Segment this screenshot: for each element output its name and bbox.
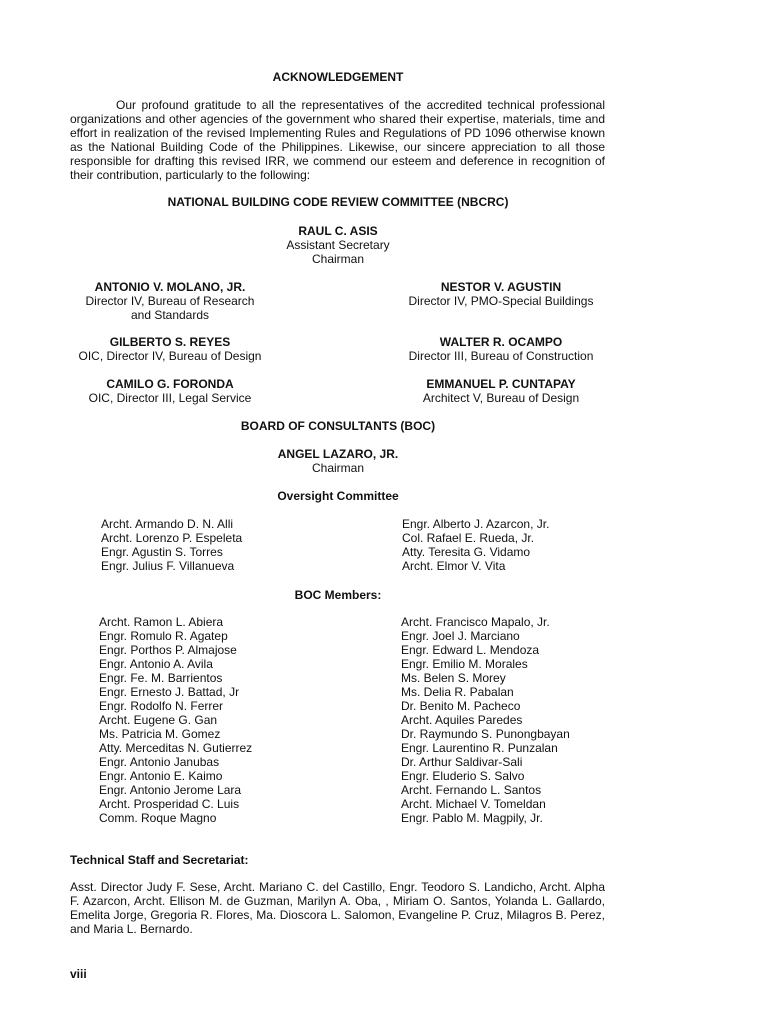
list-item: Archt. Fernando L. Santos [401, 783, 542, 797]
list-item: Engr. Agustin S. Torres [101, 545, 223, 559]
list-item: Atty. Teresita G. Vidamo [402, 545, 531, 559]
page-number: viii [70, 967, 87, 981]
member-role-cont: and Standards [130, 308, 210, 322]
list-item: Engr. Alberto J. Azarcon, Jr. [402, 517, 550, 531]
list-item: Archt. Ramon L. Abiera [99, 615, 224, 629]
list-item: Engr. Laurentino R. Punzalan [401, 741, 558, 755]
nbcrc-chair [238, 224, 438, 266]
list-item: Dr. Benito M. Pacheco [401, 699, 521, 713]
staff-heading: Technical Staff and Secretariat: [70, 853, 249, 867]
list-item: Archt. Armando D. N. Alli [101, 517, 234, 531]
list-item: Engr. Ernesto J. Battad, Jr [99, 685, 240, 699]
list-item: Archt. Prosperidad C. Luis [99, 797, 240, 811]
member-role: OIC, Director III, Legal Service [88, 391, 252, 405]
member-role: Architect V, Bureau of Design [422, 391, 580, 405]
member-name: WALTER R. OCAMPO [439, 335, 563, 349]
member-role: Director IV, PMO-Special Buildings [408, 294, 594, 308]
member-name: ANTONIO V. MOLANO, JR. [94, 280, 246, 294]
chair-name: RAUL C. ASIS [298, 224, 378, 238]
list-item: Engr. Julius F. Villanueva [101, 559, 235, 573]
boc-members-left [99, 615, 252, 825]
nbcrc-heading: NATIONAL BUILDING CODE REVIEW COMMITTEE (NBCRC) [167, 195, 509, 209]
member-card [390, 280, 612, 308]
boc-members-right [401, 615, 570, 825]
list-item: Archt. Elmor V. Vita [402, 559, 506, 573]
list-item: Engr. Antonio E. Kaimo [99, 769, 223, 783]
list-item: Engr. Fe. M. Barrientos [99, 671, 223, 685]
list-item: Dr. Arthur Saldivar-Sali [401, 755, 523, 769]
member-name: NESTOR V. AGUSTIN [440, 280, 562, 294]
list-item: Engr. Rodolfo N. Ferrer [99, 699, 224, 713]
member-role: OIC, Director IV, Bureau of Design [78, 349, 262, 363]
list-item: Engr. Joel J. Marciano [401, 629, 520, 643]
list-item: Archt. Lorenzo P. Espeleta [101, 531, 243, 545]
list-item: Archt. Eugene G. Gan [99, 713, 218, 727]
list-item: Engr. Antonio Janubas [99, 755, 220, 769]
list-item: Dr. Raymundo S. Punongbayan [401, 727, 570, 741]
intro-text: Our profound gratitude to all the representatives of the accredited technical professional organizations and other agencies of the government who shared their expertise, materials, time and effort in realization of the revised Implementing Rules and Regulations of PD 1096 otherwise known as the National Building Code of the Philippines. Likewise, our sincere appreciation to all those responsible for drafting this revised IRR, we commend our esteem and deference in recognition of their contribution, particularly to the following: [70, 98, 605, 182]
list-item: Engr. Romulo R. Agatep [99, 629, 228, 643]
member-card [60, 280, 280, 322]
list-item: Engr. Antonio A. Avila [99, 657, 213, 671]
list-item: Engr. Edward L. Mendoza [401, 643, 540, 657]
list-item: Ms. Delia R. Pabalan [401, 685, 514, 699]
list-item: Atty. Merceditas N. Gutierrez [99, 741, 253, 755]
list-item: Engr. Porthos P. Almajose [99, 643, 237, 657]
boc-chair-role: Chairman [311, 461, 365, 475]
member-name: GILBERTO S. REYES [109, 335, 231, 349]
chair-role: Assistant Secretary [286, 238, 390, 252]
list-item: Archt. Michael V. Tomeldan [401, 797, 546, 811]
list-item: Archt. Francisco Mapalo, Jr. [401, 615, 550, 629]
oversight-list-left [101, 517, 242, 573]
list-item: Engr. Antonio Jerome Lara [99, 783, 242, 797]
member-card [60, 335, 280, 363]
list-item: Comm. Roque Magno [99, 811, 217, 825]
list-item: Archt. Aquiles Paredes [401, 713, 523, 727]
boc-members-heading: BOC Members: [294, 588, 382, 602]
member-name: CAMILO G. FORONDA [106, 377, 234, 391]
member-card [390, 377, 612, 405]
intro-paragraph [70, 98, 605, 182]
member-role: Director III, Bureau of Construction [408, 349, 594, 363]
list-item: Ms. Belen S. Morey [401, 671, 506, 685]
member-role: Director IV, Bureau of Research [85, 294, 255, 308]
boc-chair-name: ANGEL LAZARO, JR. [277, 447, 399, 461]
list-item: Engr. Pablo M. Magpily, Jr. [401, 811, 543, 825]
chair-title: Chairman [311, 252, 365, 266]
list-item: Col. Rafael E. Rueda, Jr. [402, 531, 535, 545]
member-name: EMMANUEL P. CUNTAPAY [426, 377, 576, 391]
list-item: Engr. Eluderio S. Salvo [401, 769, 525, 783]
list-item: Engr. Emilio M. Morales [401, 657, 528, 671]
oversight-heading: Oversight Committee [277, 489, 399, 503]
page-title: ACKNOWLEDGEMENT [272, 70, 404, 84]
staff-paragraph: Asst. Director Judy F. Sese, Archt. Mariano C. del Castillo, Engr. Teodoro S. Landicho, Archt. Alpha F. Azarcon, Archt. Ellison M. de Guzman, Marilyn A. Oba, , Miriam O. Santos, Yolanda L. Gallardo, Emelita Jorge, Gregoria R. Flores, Ma. Dioscora L. Salomon, Evangeline P. Cruz, Milagros B. Perez, and Maria L. Bernardo. [70, 880, 605, 936]
boc-chair [238, 447, 438, 475]
list-item: Ms. Patricia M. Gomez [99, 727, 221, 741]
oversight-list-right [402, 517, 549, 573]
member-card [60, 377, 280, 405]
member-card [390, 335, 612, 363]
boc-heading: BOARD OF CONSULTANTS (BOC) [240, 419, 436, 433]
